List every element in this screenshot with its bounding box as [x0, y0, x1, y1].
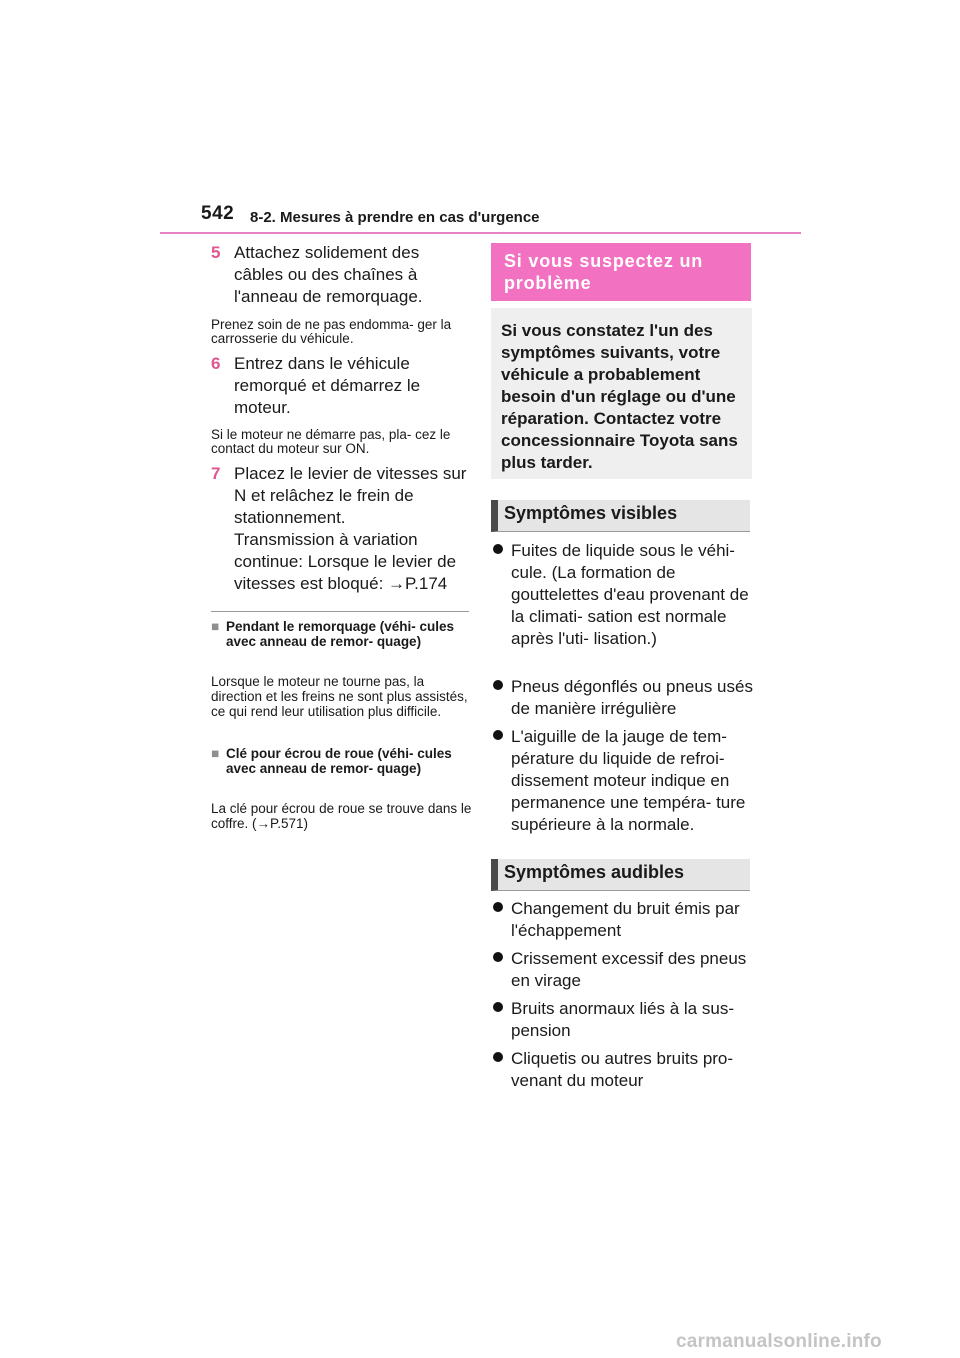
bullet-icon — [493, 680, 503, 690]
audible-symptoms-heading: Symptômes audibles — [491, 859, 750, 891]
step-6 — [211, 353, 473, 419]
list-item: Pneus dégonflés ou pneus usés de manière irrégulière — [493, 676, 753, 720]
step-text: Placez le levier de vitesses sur N et relâchez le frein de stationnement. — [234, 464, 467, 527]
bullet-icon — [493, 544, 503, 554]
problem-banner: Si vous suspectez un problème — [491, 243, 751, 301]
square-bullet-icon: ■ — [211, 619, 220, 634]
info-heading-wrench: ■ Clé pour écrou de roue (véhi- cules avec anneau de remor- quage) — [211, 746, 452, 776]
bullet-icon — [493, 952, 503, 962]
step-number: 5 — [211, 243, 221, 262]
page-number: 542 — [201, 203, 235, 224]
list-item: Bruits anormaux liés à la sus- pension — [493, 998, 753, 1042]
intro-box: Si vous constatez l'un des symptômes suivants, votre véhicule a probablement besoin d'un réglage ou d'une réparation. Contactez votre concessionnaire Toyota sans plus tarder. — [491, 308, 752, 479]
info-body-wrench: La clé pour écrou de roue se trouve dans le coffre. (→P.571) — [211, 801, 472, 831]
watermark: carmanualsonline.info — [676, 1331, 882, 1352]
list-item: L'aiguille de la jauge de tem- pérature du liquide de refroi- dissement moteur indique en permanence une tempéra- ture supérieure à la normale. — [493, 726, 753, 836]
step-number: 6 — [211, 354, 221, 373]
info-heading-towing: ■ Pendant le remorquage (véhi- cules avec anneau de remor- quage) — [211, 619, 455, 649]
step-7 — [211, 463, 473, 595]
header-rule — [160, 232, 801, 234]
bullet-icon — [493, 730, 503, 740]
info-body-towing: Lorsque le moteur ne tourne pas, la direction et les freins ne sont plus assistés, ce qui rend leur utilisation plus difficile. — [211, 674, 468, 719]
bullet-icon — [493, 1002, 503, 1012]
note-step-5: Prenez soin de ne pas endomma- ger la carrosserie du véhicule. — [211, 317, 452, 346]
visible-symptoms-heading: Symptômes visibles — [491, 500, 750, 532]
bullet-icon — [493, 902, 503, 912]
square-bullet-icon: ■ — [211, 746, 220, 761]
step-text: Entrez dans le véhicule remorqué et démarrez le moteur. — [234, 354, 421, 417]
bullet-icon — [493, 1052, 503, 1062]
list-item: Cliquetis ou autres bruits pro- venant du moteur — [493, 1048, 753, 1092]
list-item: Fuites de liquide sous le véhi- cule. (La formation de gouttelettes d'eau provenant de la climati- sation est normale après l'uti- lisation.) — [493, 540, 753, 650]
note-step-6: Si le moteur ne démarre pas, pla- cez le contact du moteur sur ON. — [211, 427, 451, 456]
step-text: Attachez solidement des câbles ou des chaînes à l'anneau de remorquage. — [234, 243, 423, 306]
step-text-transmission: Transmission à variation continue: Lorsque le levier de vitesses est bloqué: →P.174 — [234, 530, 457, 593]
divider — [211, 611, 469, 612]
step-number: 7 — [211, 464, 221, 483]
list-item: Crissement excessif des pneus en virage — [493, 948, 753, 992]
section-title: 8-2. Mesures à prendre en cas d'urgence — [250, 209, 540, 226]
list-item: Changement du bruit émis par l'échappement — [493, 898, 753, 942]
step-5 — [211, 242, 473, 308]
